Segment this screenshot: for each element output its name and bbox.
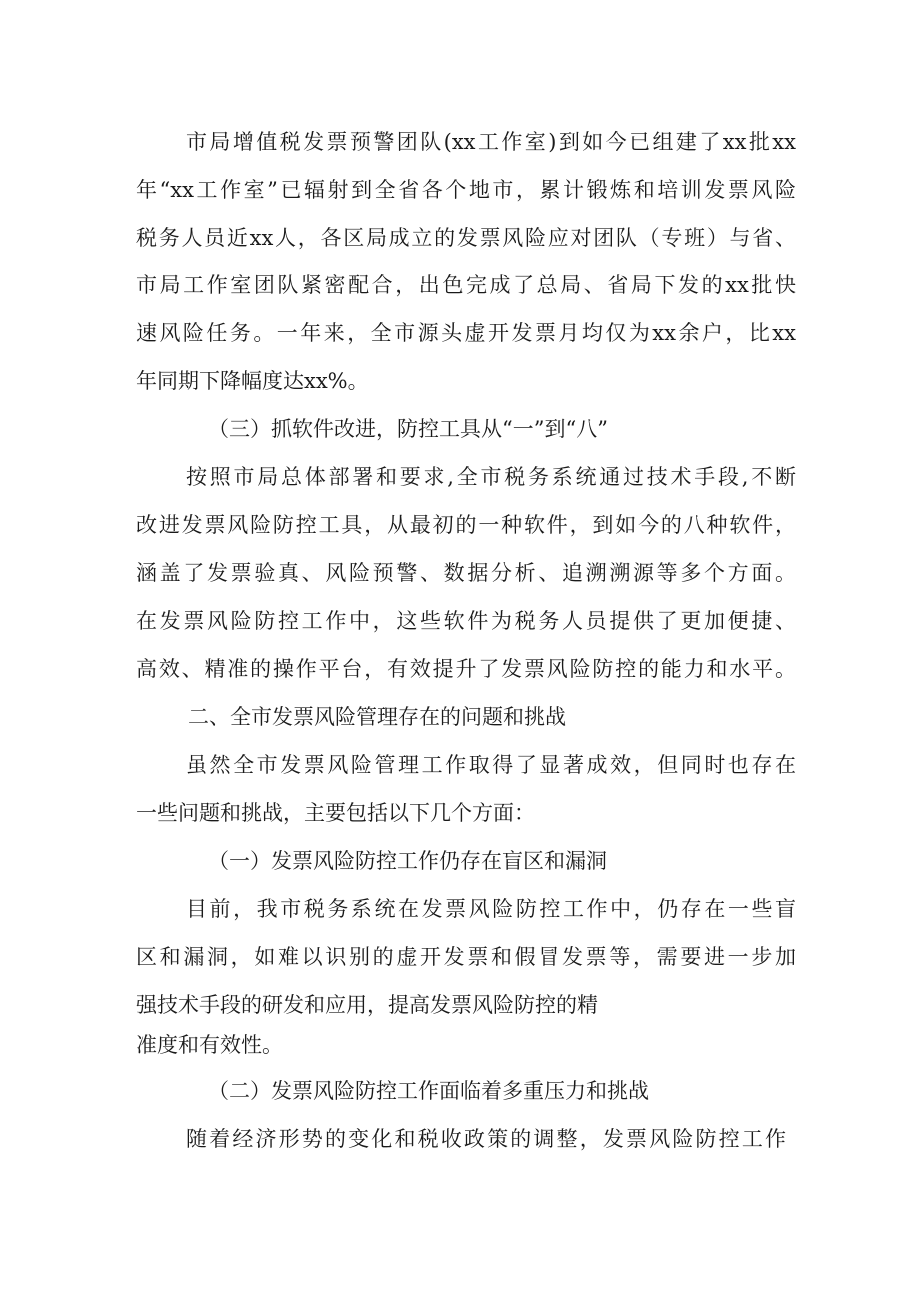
paragraph-line: 速风险任务。一年来，全市源头虚开发票月均仅为xx余户，比xx: [136, 321, 796, 345]
chapter-heading: 二、全市发票风险管理存在的问题和挑战: [188, 705, 566, 729]
paragraph-line: 准度和有效性。: [136, 1033, 283, 1057]
paragraph-line: 年“xx工作室”已辐射到全省各个地市，累计锻炼和培训发票风险: [136, 178, 796, 202]
paragraph-line: 涵盖了发票验真、风险预警、数据分析、追溯溯源等多个方面。: [136, 561, 796, 585]
paragraph-line: 强技术手段的研发和应用，提高发票风险防控的精: [136, 993, 598, 1017]
paragraph-line: 虽然全市发票风险管理工作取得了显著成效，但同时也存在: [186, 753, 796, 777]
paragraph-line: 一些问题和挑战，主要包括以下几个方面：: [136, 801, 535, 825]
paragraph-line: 高效、精准的操作平台，有效提升了发票风险防控的能力和水平。: [136, 657, 796, 681]
section-heading: （一）发票风险防控工作仍存在盲区和漏洞: [208, 849, 607, 873]
paragraph-line: 市局工作室团队紧密配合，出色完成了总局、省局下发的xx批快: [136, 273, 796, 297]
paragraph-line: 区和漏洞，如难以识别的虚开发票和假冒发票等，需要进一步加: [136, 945, 796, 969]
section-heading: （三）抓软件改进，防控工具从“一”到“八”: [208, 417, 608, 441]
section-heading: （二）发票风险防控工作面临着多重压力和挑战: [208, 1079, 649, 1103]
paragraph-line: 目前，我市税务系统在发票风险防控工作中，仍存在一些盲: [186, 897, 796, 921]
paragraph-line: 年同期下降幅度达xx%。: [136, 369, 369, 393]
paragraph-line: 随着经济形势的变化和税收政策的调整，发票风险防控工作: [186, 1127, 786, 1151]
paragraph-line: 按照市局总体部署和要求,全市税务系统通过技术手段,不断: [186, 465, 796, 489]
paragraph-line: 改进发票风险防控工具，从最初的一种软件，到如今的八种软件，: [136, 513, 796, 537]
paragraph-line: 税务人员近xx人，各区局成立的发票风险应对团队（专班）与省、: [136, 226, 796, 250]
paragraph-line: 在发票风险防控工作中，这些软件为税务人员提供了更加便捷、: [136, 609, 796, 633]
paragraph-line: 市局增值税发票预警团队(xx工作室)到如今已组建了xx批xx: [186, 130, 796, 154]
